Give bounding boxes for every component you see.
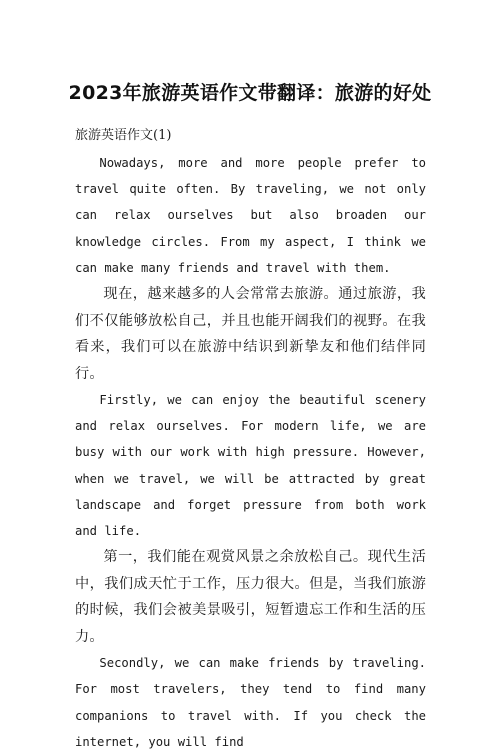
document-title: 2023年旅游英语作文带翻译：旅游的好处 <box>68 82 432 104</box>
paragraph-english: Nowadays, more and more people prefer to travel quite often. By traveling, we not only can relax ourselves but also broaden our knowledge circles. From my aspect, I think we can make many friends and travel with them. <box>75 156 426 275</box>
paragraph-chinese: 现在，越来越多的人会常常去旅游。通过旅游，我们不仅能够放松自己，并且也能开阔我们的视野。在我看来，我们可以在旅游中结识到新挚友和他们结伴同行。 <box>75 286 426 382</box>
document-body <box>75 150 426 755</box>
paragraph-english: Secondly, we can make friends by traveling. For most travelers, they tend to find many companions to travel with. If you check the internet, you will find <box>75 656 426 749</box>
paragraph-chinese: 第一，我们能在观赏风景之余放松自己。现代生活中，我们成天忙于工作，压力很大。但是，当我们旅游的时候，我们会被美景吸引，短暂遗忘工作和生活的压力。 <box>75 549 426 645</box>
paragraph-english: Firstly, we can enjoy the beautiful scenery and relax ourselves. For modern life, we are busy with our work with high pressure. However, when we travel, we will be attracted by great landscape and forget pressure from both work and life. <box>75 393 426 539</box>
section-heading: 旅游英语作文(1) <box>75 128 172 143</box>
